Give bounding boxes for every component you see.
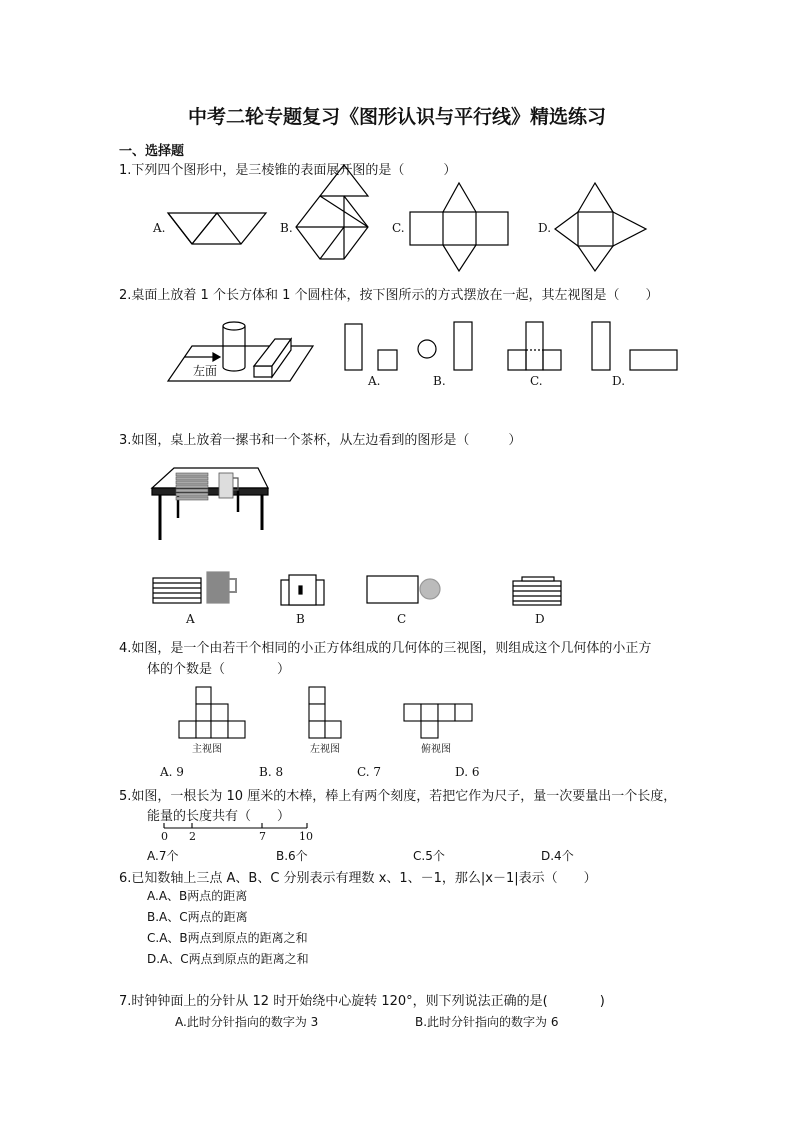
q5-tick-2: 2 (189, 830, 196, 843)
q5-option-c: C.5个 (413, 849, 445, 863)
q1-option-d: D. (538, 221, 552, 235)
q4-front-view-label: 主视图 (192, 744, 222, 755)
q3-option-c: C (397, 612, 407, 626)
q5-option-a: A.7个 (147, 849, 179, 863)
q4-option-c: C. 7 (357, 765, 382, 779)
q4-stem-line2: 体的个数是（ ） (147, 662, 291, 677)
q5-stem-line2: 能量的长度共有（ ） (147, 809, 291, 824)
page-title: 中考二轮专题复习《图形认识与平行线》精选练习 (187, 106, 606, 128)
q2-option-a: A. (368, 374, 381, 388)
q1-option-a: A. (153, 221, 166, 235)
q6-option-c: C.A、B两点到原点的距离之和 (147, 931, 308, 945)
q4-stem-line1: 4.如图，是一个由若干个相同的小正方体组成的几何体的三视图，则组成这个几何体的小正方 (119, 641, 652, 656)
q6-option-a: A.A、B两点的距离 (147, 889, 248, 903)
q4-top-view-label: 俯视图 (421, 744, 451, 755)
q6-option-d: D.A、C两点到原点的距离之和 (147, 952, 309, 966)
q1-option-b: B. (280, 221, 293, 235)
q2-option-c: C. (530, 374, 543, 388)
q4-option-a: A. 9 (160, 765, 184, 779)
q7-option-b: B.此时分针指向的数字为 6 (415, 1015, 559, 1029)
q7-stem: 7.时钟钟面上的分针从 12 时开始绕中心旋转 120°，则下列说法正确的是( ) (119, 994, 605, 1009)
q2-option-b: B. (433, 374, 446, 388)
q1-option-c: C. (392, 221, 405, 235)
q4-option-d: D. 6 (455, 765, 480, 779)
q3-option-b: B (296, 612, 305, 626)
q1-stem: 1.下列四个图形中，是三棱锥的表面展开图的是（ ） (119, 163, 457, 178)
q2-stem: 2.桌面上放着 1 个长方体和 1 个圆柱体，按下图所示的方式摆放在一起，其左视图是（ ） (119, 288, 659, 303)
q3-stem: 3.如图，桌上放着一摞书和一个茶杯，从左边看到的图形是（ ） (119, 433, 522, 448)
q4-side-view-label: 左视图 (310, 744, 340, 755)
q4-option-b: B. 8 (259, 765, 284, 779)
q7-option-a: A.此时分针指向的数字为 3 (175, 1015, 319, 1029)
q6-stem: 6.已知数轴上三点 A、B、C 分别表示有理数 x、1、－1，那么|x－1|表示（ ） (119, 871, 597, 886)
q5-option-b: B.6个 (276, 849, 308, 863)
q5-option-d: D.4个 (541, 849, 574, 863)
q5-stem-line1: 5.如图，一根长为 10 厘米的木棒，棒上有两个刻度，若把它作为尺子，量一次要量出一个长度， (119, 789, 677, 804)
q3-option-a: A (186, 612, 195, 626)
q2-arrow-label: 左面 (193, 364, 218, 378)
q6-option-b: B.A、C两点的距离 (147, 910, 248, 924)
q5-tick-10: 10 (299, 830, 313, 843)
q5-tick-0: 0 (161, 830, 168, 843)
q5-tick-7: 7 (259, 830, 266, 843)
section-heading: 一、选择题 (119, 144, 185, 159)
q3-option-d: D (535, 612, 545, 626)
q2-option-d: D. (612, 374, 626, 388)
